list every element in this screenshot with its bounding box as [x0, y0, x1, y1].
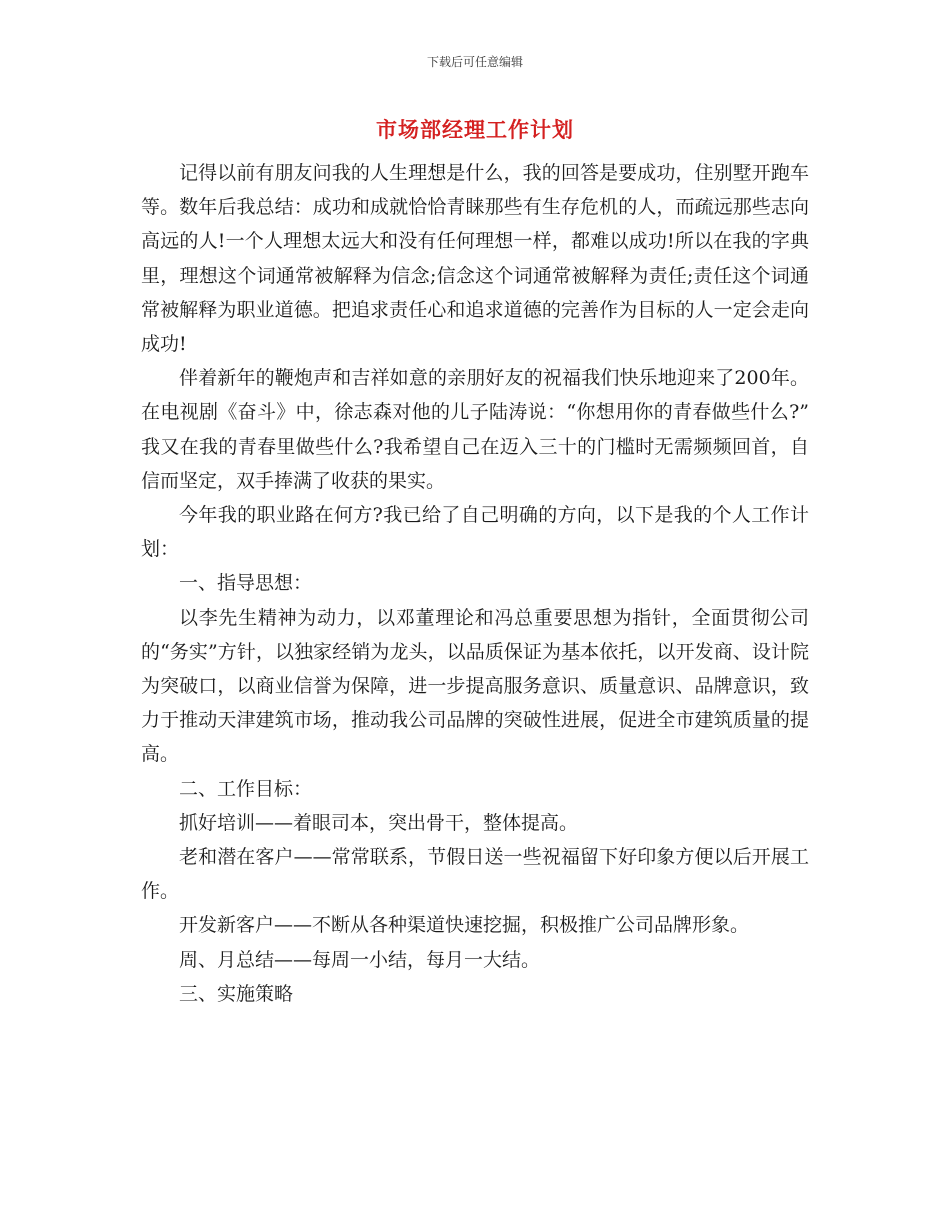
section-heading: 一、指导思想：	[179, 572, 313, 595]
section-heading: 二、工作目标：	[179, 777, 313, 800]
section-heading: 三、实施策略	[179, 982, 294, 1005]
paragraph: 老和潜在客户——常常联系，节假日送一些祝福留下好印象方便以后开展工作。	[141, 846, 809, 903]
paragraph: 今年我的职业路在何方?我已给了自己明确的方向，以下是我的个人工作计划：	[141, 504, 809, 561]
document-title: 市场部经理工作计划	[376, 117, 574, 142]
paragraph: 记得以前有朋友问我的人生理想是什么，我的回答是要成功，住别墅开跑车等。数年后我总结：成功和成就恰恰青睐那些有生存危机的人，而疏远那些志向高远的人!一个人理想太远大和没有任何理想一样，都难以成功!所以在我的字典里，理想这个词通常被解释为信念;信念这个词通常被解释为责任;责任这个词通常被解释为职业道德。把追求责任心和追求道德的完善作为目标的人一定会走向成功!	[141, 162, 809, 356]
header-note: 下载后可任意编辑	[426, 55, 523, 69]
paragraph: 开发新客户——不断从各种渠道快速挖掘，积极推广公司品牌形象。	[179, 914, 750, 937]
paragraph: 以李先生精神为动力，以邓董理论和冯总重要思想为指针，全面贯彻公司的“务实”方针，以独家经销为龙头，以品质保证为基本依托，以开发商、设计院为突破口，以商业信誉为保障，进一步提高服务意识、质量意识、品牌意识，致力于推动天津建筑市场，推动我公司品牌的突破性进展，促进全市建筑质量的提高。	[141, 606, 809, 766]
document-body	[141, 156, 809, 1011]
paragraph: 伴着新年的鞭炮声和吉祥如意的亲朋好友的祝福我们快乐地迎来了200年。在电视剧《奋斗》中，徐志森对他的儿子陆涛说：“你想用你的青春做些什么?” 我又在我的青春里做些什么?我希望自己在迈入三十的门槛时无需频频回首，自信而坚定，双手捧满了收获的果实。	[141, 367, 809, 492]
paragraph: 周、月总结——每周一小结，每月一大结。	[179, 948, 541, 971]
paragraph: 抓好培训——着眼司本，突出骨干，整体提高。	[179, 811, 579, 834]
